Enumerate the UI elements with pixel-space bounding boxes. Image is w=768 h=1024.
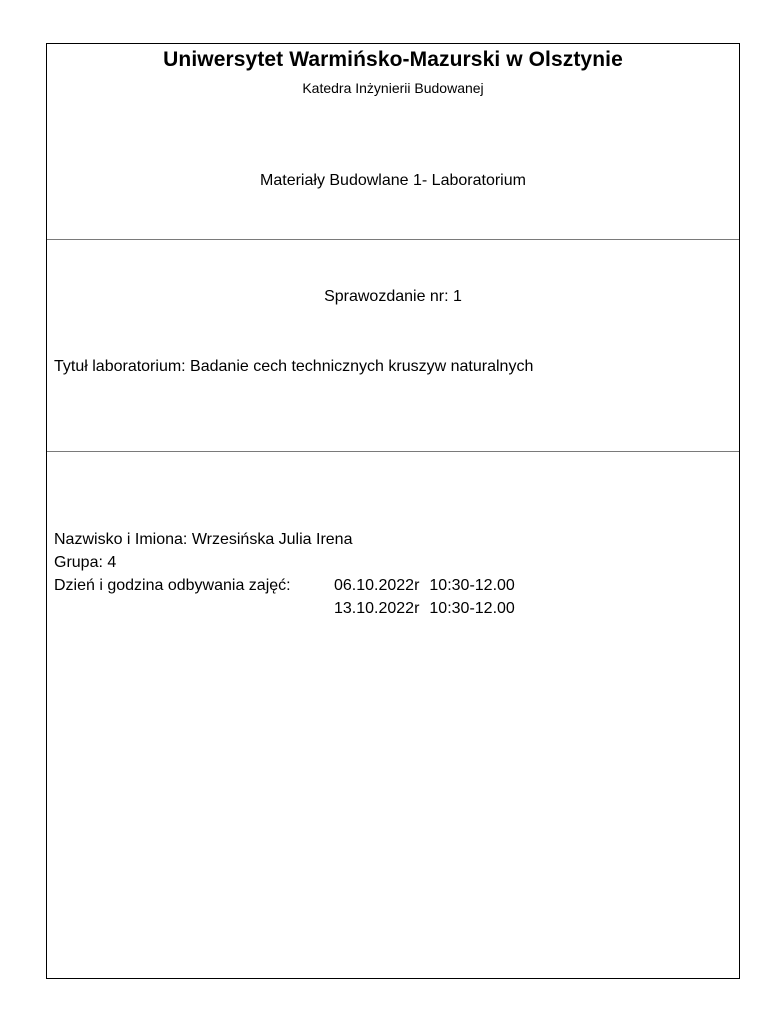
header-section	[47, 44, 739, 240]
schedule-row	[54, 574, 515, 597]
lab-title: Tytuł laboratorium: Badanie cech technicznych kruszyw naturalnych	[54, 358, 534, 375]
session-date: 13.10.2022r	[334, 600, 420, 617]
report-section	[47, 240, 739, 452]
session-date: 06.10.2022r	[334, 577, 420, 594]
course-name: Materiały Budowlane 1- Laboratorium	[260, 172, 526, 189]
student-name: Nazwisko i Imiona: Wrzesińska Julia Irena	[54, 531, 353, 548]
student-section	[47, 452, 739, 978]
session-time: 10:30-12.00	[429, 600, 515, 617]
university-name: Uniwersytet Warmińsko-Mazurski w Olsztynie	[163, 48, 623, 71]
student-group: Grupa: 4	[54, 554, 117, 571]
department-name: Katedra Inżynierii Budowanej	[302, 80, 484, 96]
student-info	[54, 528, 515, 620]
page-frame	[46, 43, 740, 979]
schedule-row	[54, 597, 515, 620]
schedule-label-spacer	[54, 597, 334, 620]
session-time: 10:30-12.00	[429, 577, 515, 594]
schedule-label: Dzień i godzina odbywania zajęć:	[54, 577, 291, 594]
report-number: Sprawozdanie nr: 1	[324, 288, 462, 305]
